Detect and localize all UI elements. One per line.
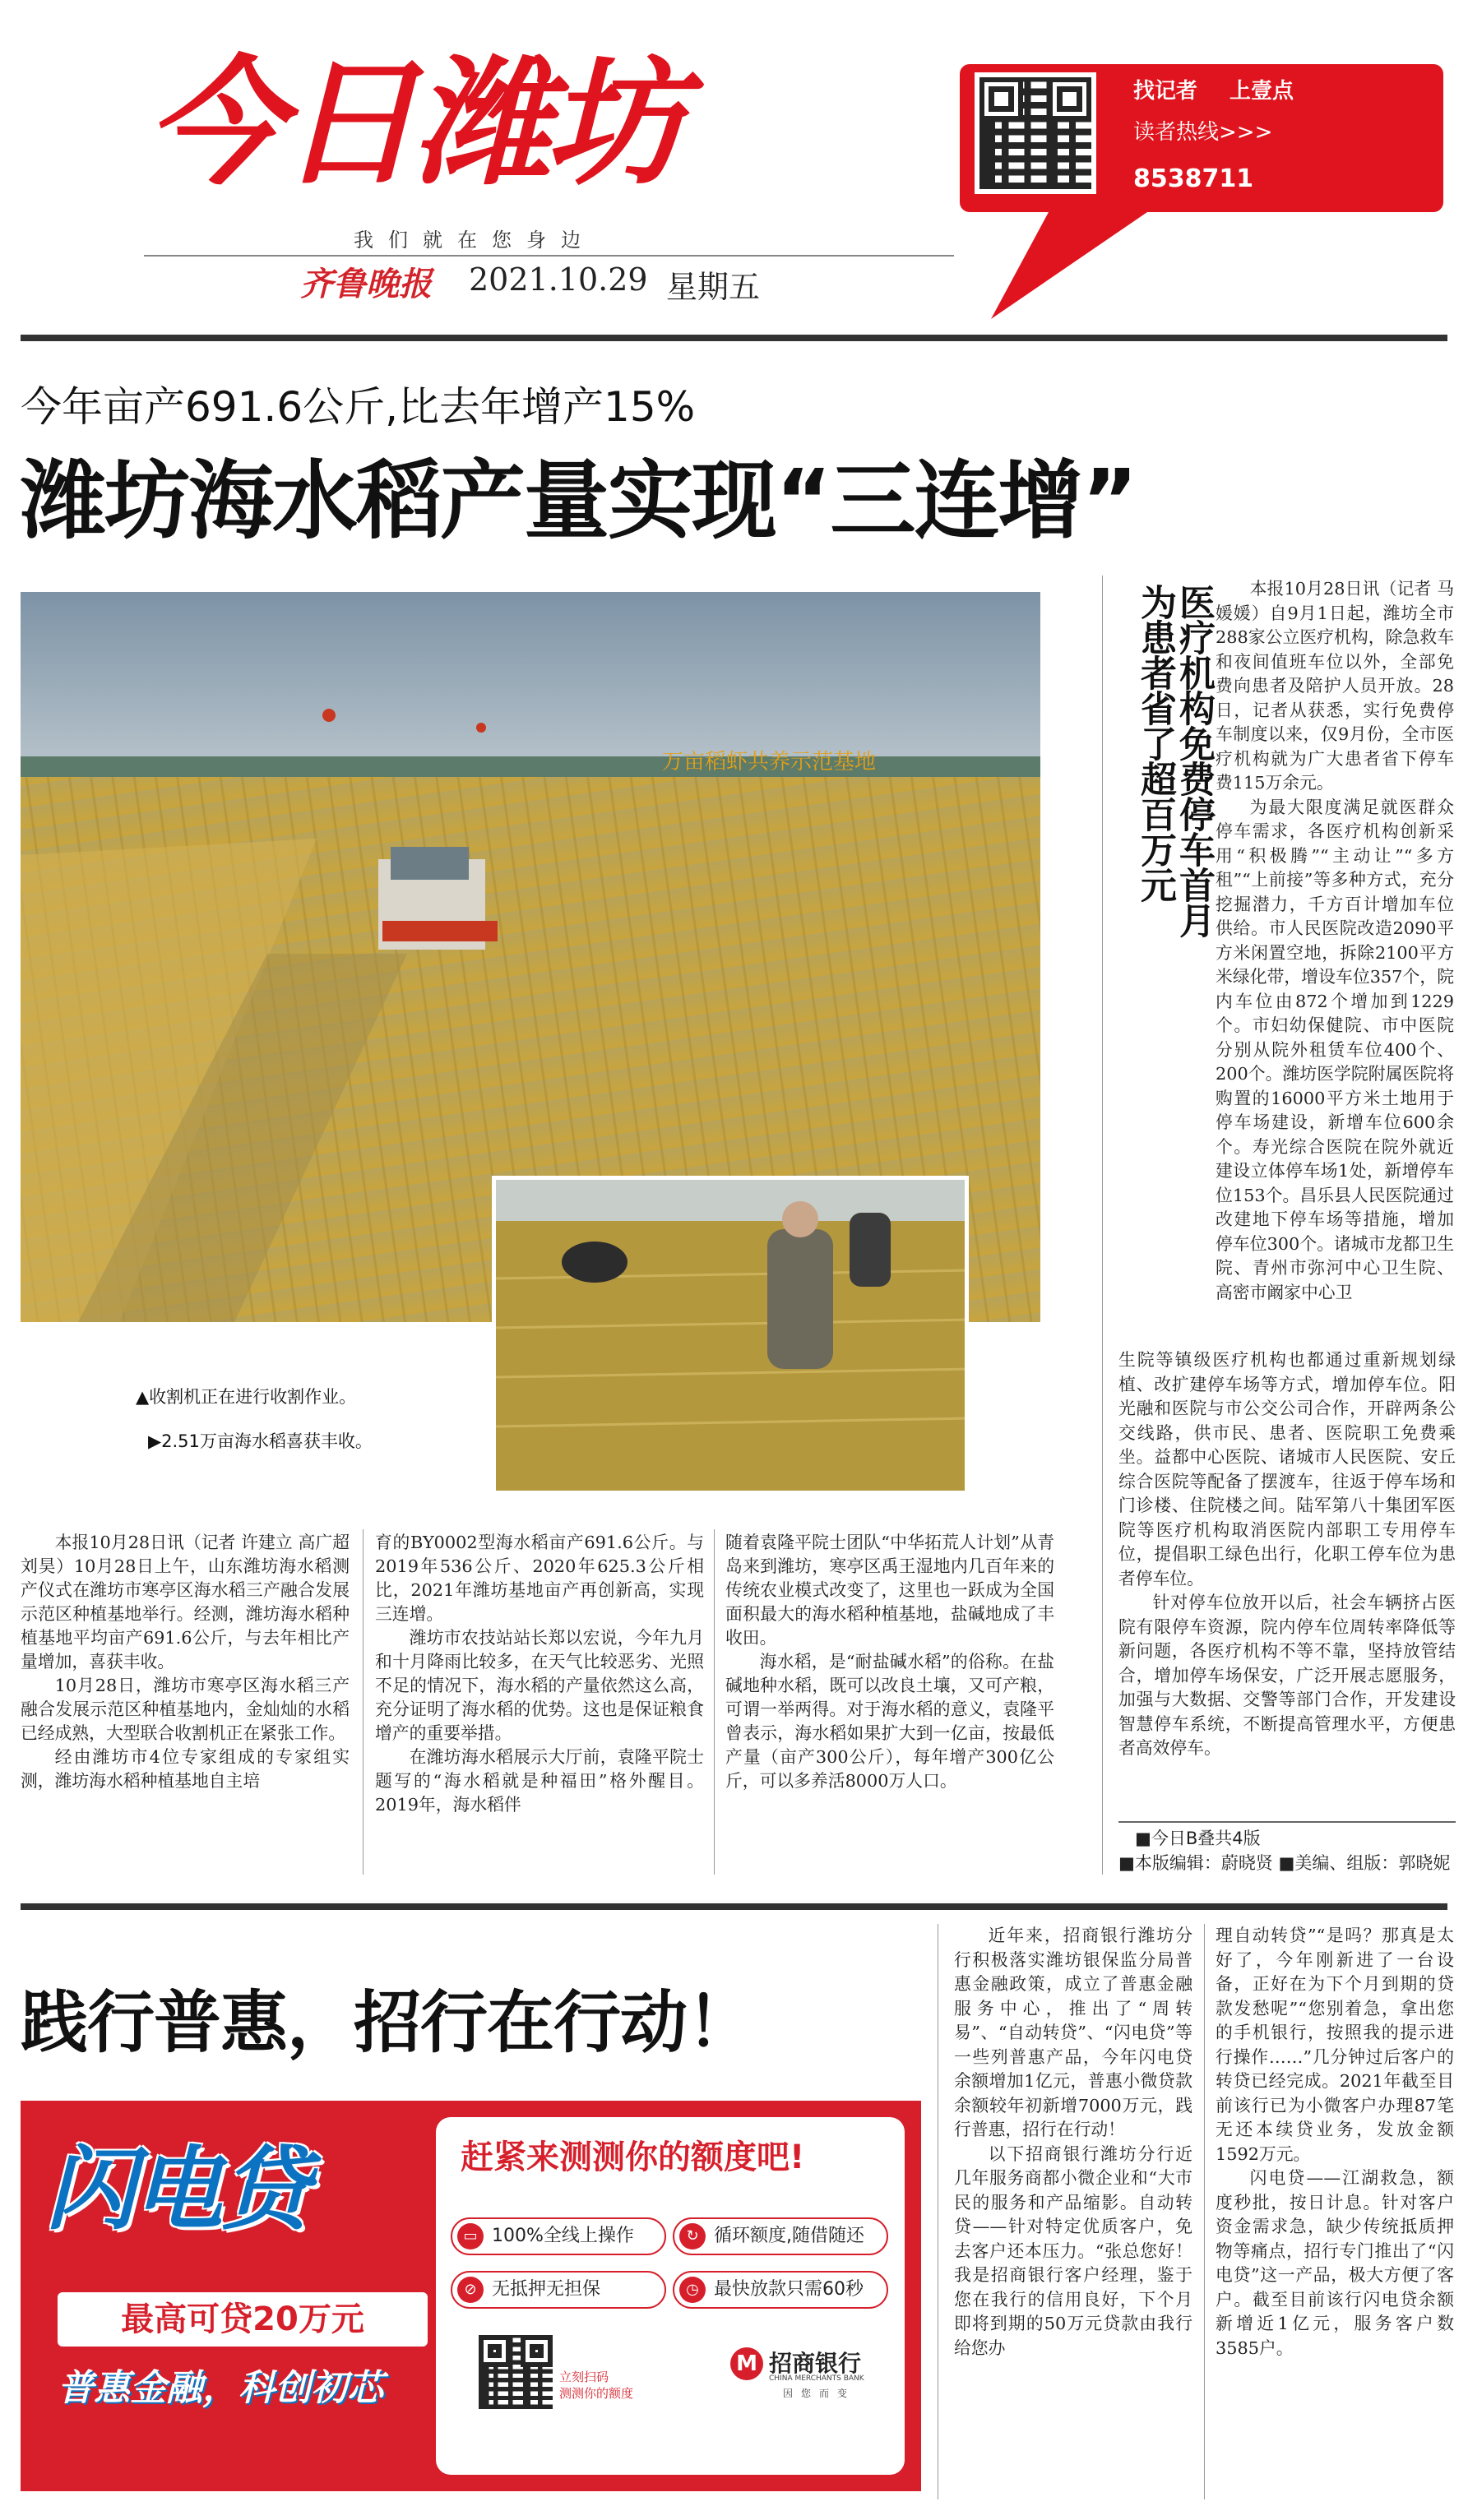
paragraph: 在潍坊海水稻展示大厅前，袁隆平院士题写的“海水稻就是种福田”格外醒目。2019年，海水稻伴 bbox=[375, 1747, 704, 1815]
masthead-divider bbox=[144, 255, 954, 257]
farmers-illustration bbox=[496, 1180, 969, 1495]
paragraph: 以下招商银行潍坊分行近几年服务商都小微企业和“大市民的服务和产品缩影。自动转贷——针对特定优质客户，免去客户还本压力。“张总您好！我是招商银行客户经理，鉴于您在我行的信用良好，下个月即将到期的50万元贷款由我行给您办 bbox=[954, 2143, 1192, 2358]
cycle-icon: ↻ bbox=[679, 2223, 706, 2250]
column-divider bbox=[363, 1529, 364, 1875]
feature-text: 循环额度,随借随还 bbox=[714, 2226, 864, 2246]
column-divider bbox=[714, 1529, 715, 1875]
reporter-qr-code[interactable] bbox=[975, 72, 1096, 194]
bank-tagline: 因您而变 bbox=[783, 2388, 856, 2399]
paragraph: 本报10月28日讯（记者 许建立 高广超 刘昊）10月28日上午，山东潍坊海水稻测产仪式在潍坊市寒亭区海水稻三产融合发展示范区种植基地举行。经测，潍坊海水稻种植基地平均亩产691.6公斤，与去年相比产量增加，喜获丰收。 bbox=[21, 1533, 350, 1672]
paragraph: 理自动转贷”“是吗？那真是太好了，今年刚新进了一台设备，正好在为下个月到期的贷款发愁呢”“您别着急，拿出您的手机银行，按照我的提示进行操作……”几分钟过后客户的转贷已经完成。2021年截至目前该行已为小微客户办理87笔无还本续贷业务，发放金额1592万元。 bbox=[1216, 1926, 1454, 2164]
qr-hint: 测测你的额度 bbox=[559, 2386, 634, 2401]
feature-no-collateral bbox=[451, 2271, 666, 2309]
qr-code-icon bbox=[479, 2335, 553, 2409]
top-divider bbox=[21, 335, 1447, 341]
section-divider bbox=[21, 1903, 1447, 1910]
clock-icon: ◷ bbox=[679, 2277, 706, 2303]
sidebar-headline-line: 医疗机构免费停车首月 bbox=[1173, 584, 1215, 937]
article-column-2 bbox=[375, 1531, 704, 1817]
loan-limit-badge: 最高可贷20万元 bbox=[58, 2292, 428, 2347]
bank-logo-icon: M bbox=[730, 2347, 763, 2380]
sidebar-headline bbox=[1134, 584, 1215, 1381]
paragraph: 海水稻，是“耐盐碱水稻”的俗称。在盐碱地种水稻，既可以改良土壤，又可产粮，可谓一举两得。对于海水稻的意义，袁隆平曾表示，海水稻如果扩大到一亿亩，按最低产量（亩产300公斤），每年增产300亿公斤，可以多养活8000万人口。 bbox=[725, 1652, 1054, 1791]
photo-caption-inset: ▶2.51万亩海水稻喜获丰收。 bbox=[148, 1431, 373, 1451]
issue-weekday: 星期五 bbox=[666, 269, 761, 305]
article-headline: 潍坊海水稻产量实现“三连增” bbox=[21, 451, 1137, 551]
issue-date: 2021.10.29 bbox=[469, 261, 648, 298]
sidebar-divider bbox=[1118, 1821, 1456, 1823]
svg-text:万亩稻虾共养示范基地: 万亩稻虾共养示范基地 bbox=[662, 750, 877, 774]
hotline-label: 读者热线>>> bbox=[1133, 120, 1273, 145]
feature-online bbox=[451, 2217, 666, 2255]
qr-code-icon bbox=[979, 77, 1091, 189]
feature-text: 无抵押无担保 bbox=[492, 2279, 601, 2300]
feature-revolving bbox=[673, 2217, 888, 2255]
masthead-slogan: 我们就在您身边 bbox=[354, 229, 595, 252]
newspaper-name: 齐鲁晚报 bbox=[300, 265, 432, 303]
paragraph: 经由潍坊市4位专家组成的专家组实测，潍坊海水稻种植基地自主培 bbox=[21, 1747, 350, 1791]
ad-slogan: 普惠金融，科创初芯 bbox=[58, 2367, 383, 2409]
article-column-3 bbox=[725, 1531, 1054, 1793]
paragraph: 为最大限度满足就医群众停车需求，各医疗机构创新采用“积极腾”“主动让”“多方租”“上前接”等多种方式，充分挖掘潜力，千方百计增加车位供给。市人民医院改造2090平方米闲置空地，拆除2100平方米绿化带，增设车位357个，院内车位由872个增加到1229个。市妇幼保健院、市中医院分别从院外租赁车位400个、200个。潍坊医学院附属医院将购置的16000平方米土地用于停车场建设，新增车位600余个。寿光综合医院在院外就近建设立体停车场1处，新增停车位153个。昌乐县人民医院通过改建地下停车场等措施，增加停车位300个。诸城市龙都卫生院、青州市弥河中心卫生院、高密市阚家中心卫 bbox=[1216, 797, 1454, 1302]
hotline-number: 8538711 bbox=[1133, 164, 1254, 193]
bank-name-en: CHINA MERCHANTS BANK bbox=[769, 2374, 864, 2383]
bank-name: 招商银行 bbox=[769, 2350, 862, 2377]
feature-text: 最快放款只需60秒 bbox=[714, 2279, 864, 2300]
find-reporter-label: 找记者 bbox=[1133, 79, 1198, 104]
column-divider bbox=[1102, 576, 1103, 1875]
laptop-icon: ▭ bbox=[457, 2223, 484, 2250]
sidebar-body-wide bbox=[1118, 1348, 1456, 1761]
paragraph: 10月28日，潍坊市寒亭区海水稻三产融合发展示范区种植基地内，金灿灿的水稻已经成熟，大型联合收割机正在紧张工作。 bbox=[21, 1676, 350, 1743]
feature-fast-loan bbox=[673, 2271, 888, 2309]
harvest-inset-photo bbox=[492, 1176, 969, 1495]
masthead-title: 今日潍坊 bbox=[146, 43, 679, 204]
product-name: 闪电贷 bbox=[45, 2137, 307, 2242]
photo-caption-main: ▲收割机正在进行收割作业。 bbox=[136, 1387, 357, 1407]
column-divider bbox=[1204, 1924, 1205, 2499]
ad-article-column-1 bbox=[954, 1924, 1192, 2360]
editor-credits: ■本版编辑：蔚晓贤 ■美编、组版：郭晓妮 bbox=[1118, 1853, 1451, 1873]
no-collateral-icon: ⊘ bbox=[457, 2277, 484, 2303]
paragraph: 育的BY0002型海水稻亩产691.6公斤。与2019年536公斤、2020年625.3公斤相比，2021年潍坊基地亩产再创新高，实现三连增。 bbox=[375, 1533, 704, 1624]
feature-text: 100%全线上操作 bbox=[492, 2226, 634, 2246]
article-column-1 bbox=[21, 1531, 350, 1793]
qr-hint: 立刻扫码 bbox=[559, 2370, 609, 2384]
ad-call-to-action: 赶紧来测测你的额度吧! bbox=[461, 2139, 805, 2176]
send-tip-label: 上壹点 bbox=[1230, 79, 1294, 104]
paragraph: 闪电贷——江湖救急，额度秒批，按日计息。针对客户资金需求急，缺少传统抵质押物等痛点，招行专门推出了“闪电贷”这一产品，极大方便了客户。截至目前该行闪电贷余额新增近1亿元，服务客户数3585户。 bbox=[1216, 2168, 1454, 2358]
paragraph: 生院等镇级医疗机构也都通过重新规划绿植、改扩建停车场等方式，增加停车位。阳光融和医院与市公交公司合作，开辟两条公交线路，供市民、患者、医院职工免费乘坐。益都中心医院、诸城市人民医院、安丘综合医院等配备了摆渡车，往返于停车场和门诊楼、住院楼之间。陆军第八十集团军医院等医疗机构取消医院内部职工专用停车位，提倡职工绿色出行，化职工停车位为患者停车位。 bbox=[1118, 1350, 1456, 1588]
paragraph: 潍坊市农技站站长郑以宏说，今年九月和十月降雨比较多，在天气比较恶劣、光照不足的情况下，海水稻的产量依然这么高，充分证明了海水稻的优势。这也是保证粮食增产的重要举措。 bbox=[375, 1628, 704, 1743]
paragraph: 随着袁隆平院士团队“中华拓荒人计划”从青岛来到潍坊，寒亭区禹王湿地内几百年来的传统农业模式改变了，这里也一跃成为全国面积最大的海水稻种植基地，盐碱地成了丰收田。 bbox=[725, 1533, 1054, 1648]
article-subhead: 今年亩产691.6公斤,比去年增产15% bbox=[21, 383, 696, 431]
sidebar-headline-line: 为患者省了超百万元 bbox=[1134, 584, 1176, 902]
paragraph: 针对停车位放开以后，社会车辆挤占医院有限停车资源，院内停车位周转率降低等新问题，各医疗机构不等不靠，坚持放管结合，增加停车场保安，广泛开展志愿服务，加强与大数据、交警等部门合作，开发建设智慧停车系统，不断提高管理水平，方便患者高效停车。 bbox=[1118, 1593, 1456, 1758]
paragraph: 本报10月28日讯（记者 马媛媛）自9月1日起，潍坊全市288家公立医疗机构，除急救车和夜间值班车位以外，全部免费向患者及陪护人员开放。28日，记者从获悉，实行免费停车制度以来，仅9月份，全市医疗机构就为广大患者省下停车费115万余元。 bbox=[1216, 579, 1454, 793]
edition-note: ■今日B叠共4版 bbox=[1135, 1829, 1261, 1848]
sidebar-body-narrow bbox=[1216, 577, 1454, 1305]
ad-headline: 践行普惠，招行在行动！ bbox=[21, 1984, 754, 2062]
ad-qr-code[interactable] bbox=[479, 2335, 553, 2409]
ad-article-column-2 bbox=[1216, 1924, 1454, 2360]
paragraph: 近年来，招商银行潍坊分行积极落实潍坊银保监分局普惠金融政策，成立了普惠金融服务中心，推出了“周转易”、“自动转贷”、“闪电贷”等一些列普惠产品，今年闪电贷余额增加1亿元，普惠小微贷款余额较年初新增7000万元，践行普惠，招行在行动！ bbox=[954, 1926, 1192, 2139]
